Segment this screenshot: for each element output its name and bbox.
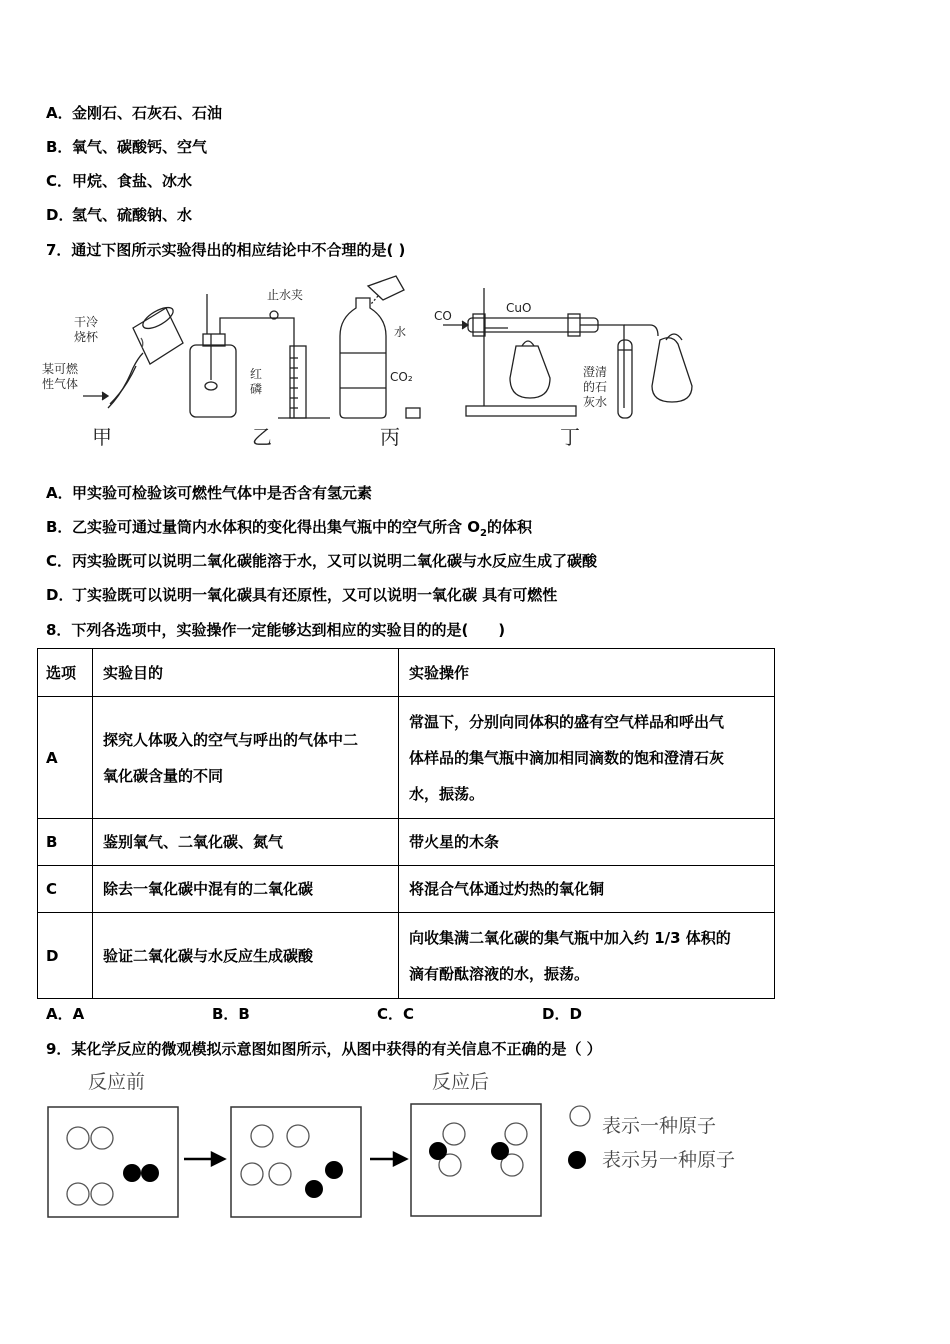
- row-d-purpose: 验证二氧化碳与水反应生成碳酸: [93, 913, 399, 999]
- table-row: [38, 697, 775, 819]
- legend-black-text: 表示另一种原子: [602, 1149, 736, 1171]
- ding-label-co: CO: [434, 309, 452, 323]
- q8-stem: 8．下列各选项中，实验操作一定能够达到相应的实验目的的是( ): [46, 621, 506, 639]
- row-c-operation: 将混合气体通过灼热的氧化铜: [399, 866, 775, 913]
- caption-ding: 丁: [560, 425, 580, 449]
- box-before-2: [231, 1107, 361, 1217]
- jia-label-4: 性气体: [42, 377, 79, 391]
- caption-bing: 丙: [380, 425, 400, 449]
- box-before-1: [48, 1107, 178, 1217]
- q8-answer-a: A．A: [46, 1005, 85, 1023]
- before-label: 反应前: [88, 1071, 146, 1093]
- apparatus-ding: [443, 288, 692, 418]
- q8-answer-d: D．D: [542, 1005, 582, 1023]
- row-a-purpose: 探究人体吸入的空气与呼出的气体中二 氧化碳含量的不同: [93, 697, 399, 819]
- row-a-option: A: [38, 697, 93, 819]
- q7-option-b: B．乙实验可通过量筒内水体积的变化得出集气瓶中的空气所含 $O_2$的体积: [46, 518, 532, 539]
- row-b-purpose: 鉴别氧气、二氧化碳、氮气: [93, 819, 399, 866]
- bing-label-co2: CO₂: [390, 370, 413, 384]
- q6-option-b: B．氧气、碳酸钙、空气: [46, 138, 208, 156]
- q7-figure: [38, 268, 738, 453]
- apparatus-yi: [190, 294, 330, 418]
- row-a-operation: 常温下，分别向同体积的盛有空气样品和呼出气 体样品的集气瓶中滴加相同滴数的饱和澄清石灰 水，振荡。: [399, 697, 775, 819]
- q7-option-a: A．甲实验可检验该可燃性气体中是否含有氢元素: [46, 484, 373, 502]
- table-row: [38, 819, 775, 866]
- yi-label-phosphorus: 磷: [250, 382, 263, 396]
- q8-table: [37, 648, 775, 999]
- header-purpose: 实验目的: [93, 649, 399, 697]
- q7-option-d: D．丁实验既可以说明一氧化碳具有还原性，又可以说明一氧化碳 具有可燃性: [46, 586, 558, 604]
- jia-label-2: 烧杯: [74, 330, 99, 344]
- q6-option-d: D．氢气、硫酸钠、水: [46, 206, 193, 224]
- row-c-option: C: [38, 866, 93, 913]
- table-header-row: [38, 649, 775, 697]
- q6-option-a: A．金刚石、石灰石、石油: [46, 104, 223, 122]
- ding-label-cuo: CuO: [506, 301, 532, 315]
- caption-yi: 乙: [252, 425, 272, 449]
- ding-label-limewater-3: 灰水: [583, 395, 608, 409]
- bing-label-water: 水: [394, 325, 407, 339]
- header-operation: 实验操作: [399, 649, 775, 697]
- row-b-option: B: [38, 819, 93, 866]
- ding-label-limewater-2: 的石: [583, 380, 608, 394]
- ding-label-limewater-1: 澄清: [583, 365, 608, 379]
- table-row: [38, 913, 775, 999]
- q6-option-c: C．甲烷、食盐、冰水: [46, 172, 193, 190]
- yi-label-red: 红: [250, 367, 263, 381]
- q9-stem: 9．某化学反应的微观模拟示意图如图所示，从图中获得的有关信息不正确的是（ ）: [46, 1040, 602, 1058]
- q7-stem: 7．通过下图所示实验得出的相应结论中不合理的是( ): [46, 241, 406, 259]
- jia-label-1: 干冷: [74, 315, 99, 329]
- row-d-option: D: [38, 913, 93, 999]
- after-label: 反应后: [432, 1071, 490, 1093]
- header-option: 选项: [38, 649, 93, 697]
- row-d-operation: 向收集满二氧化碳的集气瓶中加入约 1/3 体积的 滴有酚酞溶液的水，振荡。: [399, 913, 775, 999]
- table-row: [38, 866, 775, 913]
- legend-white-text: 表示一种原子: [602, 1115, 717, 1137]
- q7-option-c: C．丙实验既可以说明二氧化碳能溶于水，又可以说明二氧化碳与水反应生成了碳酸: [46, 552, 598, 570]
- row-c-purpose: 除去一氧化碳中混有的二氧化碳: [93, 866, 399, 913]
- q9-figure: [44, 1066, 764, 1226]
- apparatus-bing: [340, 276, 420, 418]
- caption-jia: 甲: [92, 425, 112, 449]
- jia-label-3: 某可燃: [42, 362, 79, 376]
- yi-label-clamp: 止水夹: [267, 288, 304, 302]
- q8-answer-b: B．B: [212, 1005, 250, 1023]
- row-b-operation: 带火星的木条: [399, 819, 775, 866]
- q8-answer-c: C．C: [377, 1005, 415, 1023]
